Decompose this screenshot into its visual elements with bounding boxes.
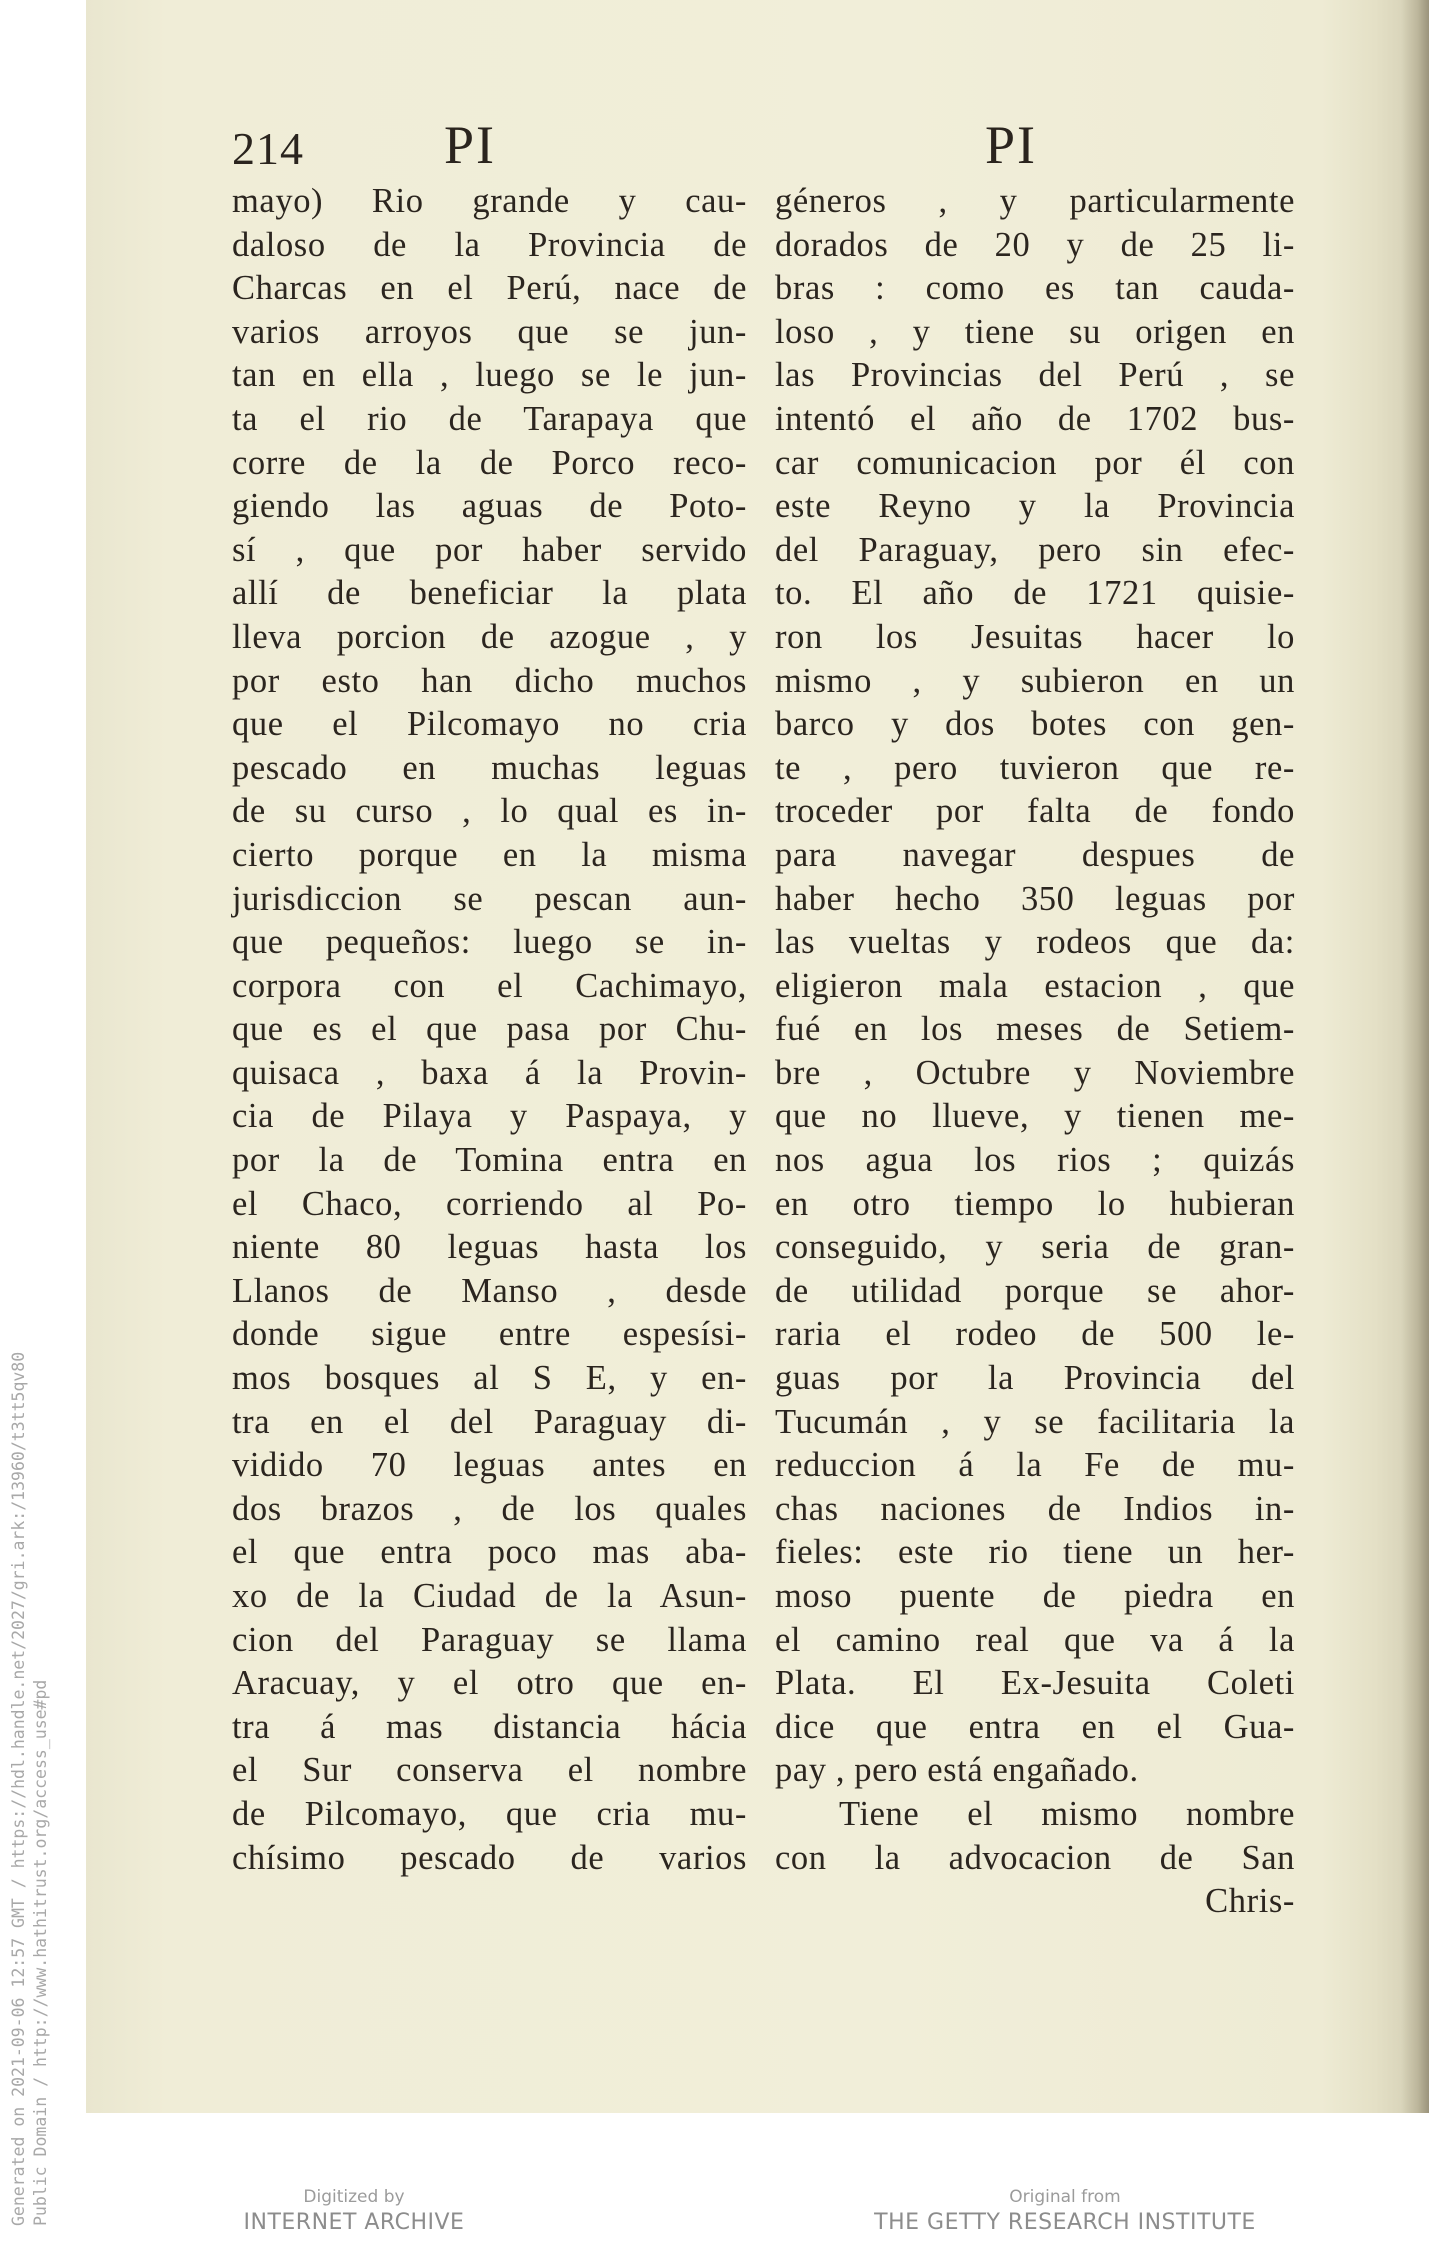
text-line: corre de la de Porco reco- (232, 443, 747, 482)
page-number: 214 (232, 123, 304, 174)
text-line: el camino real que va á la (775, 1620, 1295, 1659)
text-line: este Reyno y la Provincia (775, 487, 1295, 526)
text-line: corpora con el Cachimayo, (232, 966, 747, 1005)
text-line: te , pero tuvieron que re- (775, 748, 1295, 787)
text-line: bre , Octubre y Noviembre (775, 1053, 1295, 1092)
text-line: de utilidad porque se ahor- (775, 1271, 1295, 1310)
text-line: jurisdiccion se pescan aun- (232, 879, 747, 918)
text-line: ta el rio de Tarapaya que (232, 399, 747, 438)
text-line: allí de beneficiar la plata (232, 574, 747, 613)
running-head-left: PI (444, 115, 497, 175)
text-line: chísimo pescado de varios (232, 1838, 747, 1877)
text-line: que el Pilcomayo no cria (232, 705, 747, 744)
text-line: Charcas en el Perú, nace de (232, 269, 747, 308)
text-line: bras : como es tan cauda- (775, 269, 1295, 308)
text-line: quisaca , baxa á la Provin- (232, 1053, 747, 1092)
text-line: fieles: este rio tiene un her- (775, 1533, 1295, 1572)
text-line: las vueltas y rodeos que da: (775, 923, 1295, 962)
text-line: con la advocacion de San (775, 1838, 1295, 1877)
text-line: mismo , y subieron en un (775, 661, 1295, 700)
text-line: raria el rodeo de 500 le- (775, 1315, 1295, 1354)
text-line: Tucumán , y se facilitaria la (775, 1402, 1295, 1441)
text-line: chas naciones de Indios in- (775, 1489, 1295, 1528)
right-text-column (775, 180, 1295, 1924)
text-line: reduccion á la Fe de mu- (775, 1446, 1295, 1485)
text-line: cion del Paraguay se llama (232, 1620, 747, 1659)
text-line: dorados de 20 y de 25 li- (775, 225, 1295, 264)
text-line: Aracuay, y el otro que en- (232, 1664, 747, 1703)
text-line: xo de la Ciudad de la Asun- (232, 1577, 747, 1615)
watermark-line-generated: Generated on 2021-09-06 12:57 GMT / https://hdl.handle.net/2027/gri.ark:/13960/t3tt5qv80 (9, 1351, 28, 2226)
text-line: que pequeños: luego se in- (232, 923, 747, 962)
text-line: las Provincias del Perú , se (775, 356, 1295, 395)
text-line: haber hecho 350 leguas por (775, 879, 1295, 918)
original-from-source: THE GETTY RESEARCH INSTITUTE (874, 2210, 1256, 2235)
text-line: nos agua los rios ; quizás (775, 1141, 1295, 1180)
text-line: Chris- (1205, 1882, 1295, 1921)
text-line: para navegar despues de (775, 835, 1295, 874)
original-from-label: Original from (1009, 2187, 1121, 2207)
text-line: dice que entra en el Gua- (775, 1707, 1295, 1746)
text-line: tra en el del Paraguay di- (232, 1402, 747, 1441)
text-line: ron los Jesuitas hacer lo (775, 617, 1295, 656)
watermark-line-rights: Public Domain / http://www.hathitrust.org/access_use#pd (31, 1679, 50, 2226)
original-from-credit (868, 2186, 1262, 2238)
text-line: Tiene el mismo nombre (839, 1794, 1295, 1833)
text-line: Plata. El Ex-Jesuita Coleti (775, 1664, 1295, 1703)
text-line: car comunicacion por él con (775, 443, 1295, 482)
digitized-by-credit (232, 2186, 476, 2238)
text-line: el que entra poco mas aba- (232, 1533, 747, 1572)
text-line: por la de Tomina entra en (232, 1141, 747, 1180)
text-line: fué en los meses de Setiem- (775, 1010, 1295, 1049)
text-line: del Paraguay, pero sin efec- (775, 530, 1295, 569)
text-line: donde sigue entre espesísi- (232, 1315, 747, 1354)
text-line: daloso de la Provincia de (232, 225, 747, 264)
text-line: mayo) Rio grande y cau- (232, 182, 747, 220)
text-line: el Chaco, corriendo al Po- (232, 1184, 747, 1223)
text-line: intentó el año de 1702 bus- (775, 399, 1295, 438)
text-line: giendo las aguas de Poto- (232, 487, 747, 526)
text-line: loso , y tiene su origen en (775, 312, 1295, 351)
text-line: to. El año de 1721 quisie- (775, 574, 1295, 613)
text-line: sí , que por haber servido (232, 530, 747, 569)
text-line: conseguido, y seria de gran- (775, 1228, 1295, 1267)
text-line: en otro tiempo lo hubieran (775, 1184, 1295, 1223)
page-edge-shadow (1401, 0, 1429, 2113)
text-line: cierto porque en la misma (232, 835, 747, 874)
text-line: que no llueve, y tienen me- (775, 1097, 1295, 1136)
text-line: vidido 70 leguas antes en (232, 1446, 747, 1485)
text-line: que es el que pasa por Chu- (232, 1010, 747, 1049)
text-line: varios arroyos que se jun- (232, 312, 747, 351)
text-line: pescado en muchas leguas (232, 748, 747, 787)
text-line: moso puente de piedra en (775, 1577, 1295, 1615)
text-line: guas por la Provincia del (775, 1359, 1295, 1398)
text-line: lleva porcion de azogue , y (232, 617, 747, 656)
left-text-column (232, 180, 747, 1880)
generation-watermark (8, 1352, 52, 2226)
text-line: de su curso , lo qual es in- (232, 792, 747, 831)
digitized-by-label: Digitized by (303, 2187, 405, 2207)
text-line: cia de Pilaya y Paspaya, y (232, 1097, 747, 1136)
text-line: tra á mas distancia hácia (232, 1707, 747, 1746)
digitized-by-source: INTERNET ARCHIVE (243, 2210, 465, 2235)
text-line: por esto han dicho muchos (232, 661, 747, 700)
text-line: niente 80 leguas hasta los (232, 1228, 747, 1267)
text-line: barco y dos botes con gen- (775, 705, 1295, 744)
text-line: tan en ella , luego se le jun- (232, 356, 747, 395)
text-line: troceder por falta de fondo (775, 792, 1295, 831)
text-line: pay , pero está engañado. (775, 1751, 1139, 1790)
text-line: Llanos de Manso , desde (232, 1271, 747, 1310)
text-line: mos bosques al S E, y en- (232, 1359, 747, 1398)
text-line: de Pilcomayo, que cria mu- (232, 1794, 747, 1833)
text-line: géneros , y particularmente (775, 182, 1295, 220)
text-line: el Sur conserva el nombre (232, 1751, 747, 1790)
text-line: eligieron mala estacion , que (775, 966, 1295, 1005)
running-head-right: PI (985, 115, 1038, 175)
text-line: dos brazos , de los quales (232, 1489, 747, 1528)
